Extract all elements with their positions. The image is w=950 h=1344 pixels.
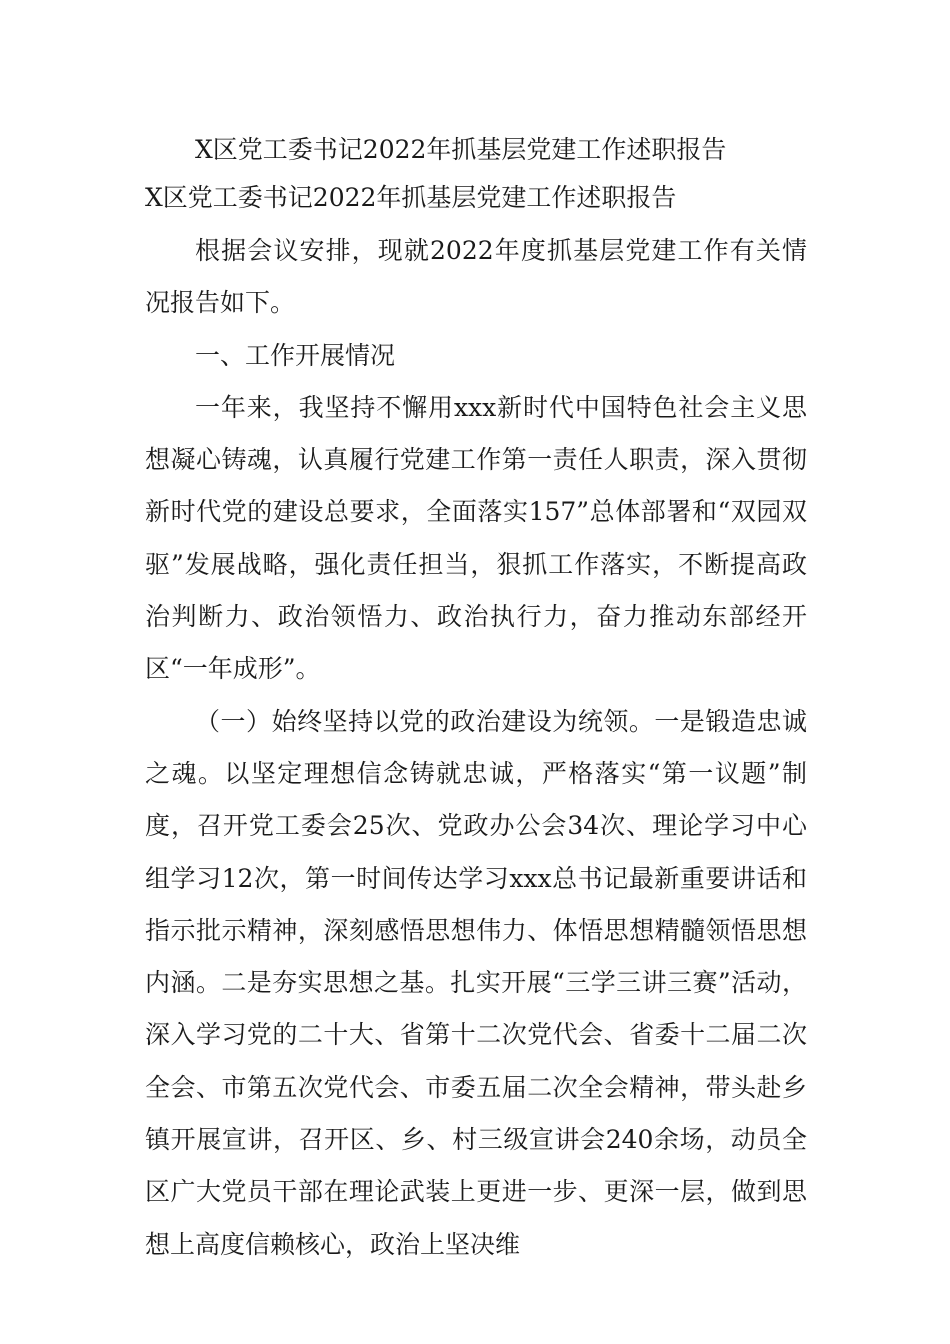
summary-paragraph: 一年来，我坚持不懈用xxx新时代中国特色社会主义思想凝心铸魂，认真履行党建工作第一责任人职责，深入贯彻新时代党的建设总要求，全面落实157”总体部署和“双园双驱”发展战略，强化责任担当，狠抓工作落实，不断提高政治判断力、政治领悟力、政治执行力，奋力推动东部经开区“一年成形”。 xyxy=(145,392,807,684)
document-subtitle: X区党工委书记2022年抓基层党建工作述职报告 xyxy=(145,183,677,212)
section-heading: 一、工作开展情况 xyxy=(195,340,396,370)
political-building-paragraph: （一）始终坚持以党的政治建设为统领。一是锻造忠诚之魂。以坚定理想信念铸就忠诚，严格落实“第一议题”制度，召开党工委会25次、党政办公会34次、理论学习中心组学习12次，第一时间传达学习xxx总书记最新重要讲话和指示批示精神，深刻感悟思想伟力、体悟思想精髓领悟思想内涵。二是夯实思想之基。扎实开展“三学三讲三赛”活动，深入学习党的二十大、省第十二次党代会、省委十二届二次全会、市第五次党代会、市委五届二次全会精神，带头赴乡镇开展宣讲，召开区、乡、村三级宣讲会240余场，动员全区广大党员干部在理论武装上更进一步、更深一层，做到思想上高度信赖核心，政治上坚决维 xyxy=(145,706,807,1259)
document-body xyxy=(145,225,807,1271)
intro-paragraph: 根据会议安排，现就2022年度抓基层党建工作有关情况报告如下。 xyxy=(145,236,807,318)
document-title: X区党工委书记2022年抓基层党建工作述职报告 xyxy=(195,135,727,164)
